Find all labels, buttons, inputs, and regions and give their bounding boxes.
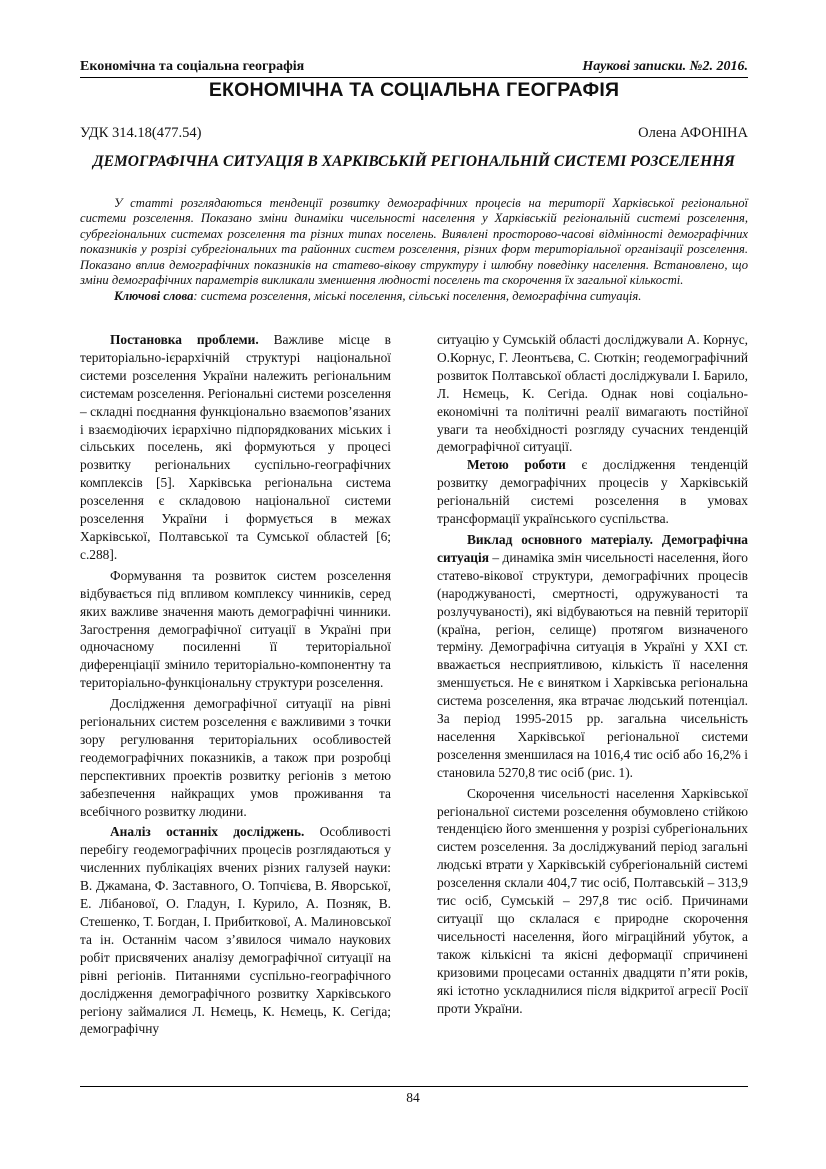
paragraph-decline: Скорочення чисельності населення Харківської регіональної системи розселення обумовлено стійкою тенденцією його зменшення у розрізі субрегіональних систем розселення. За досліджуваний період загальні людські втрати у Харківській субрегіональній системі розселення склали 404,7 тис осіб, Полтавській – 313,9 тис осіб, Сумській – 297,8 тис осіб. Причинами ситуації що склалася є природне скорочення чисельності населення, його міграційний убуток, а також кількісні та якісні деформації спричинені кризовими процесами останніх двадцяти п’яти років, які істотно ускладнилися після відкритої агресії Росії проти України. (437, 785, 748, 1016)
running-header (80, 57, 748, 78)
page-number: 84 (406, 1090, 420, 1105)
udc-code: УДК 314.18(477.54) (80, 125, 202, 141)
article-title: ДЕМОГРАФІЧНА СИТУАЦІЯ В ХАРКІВСЬКІЙ РЕГІОНАЛЬНІЙ СИСТЕМІ РОЗСЕЛЕННЯ (93, 153, 735, 170)
keywords-label: Ключові слова (114, 289, 194, 304)
paragraph-main (437, 531, 748, 782)
paragraph-text: є дослідження тенденцій розвитку демографічних процесів у Харківській регіональній системі розселення в умовах трансформації українського суспільства. (437, 457, 748, 527)
paragraph-text: – динаміка змін чисельності населення, його статево-вікової структури, демографічних процесів (народжуваності, смертності, одружуваності та розлучуваності), які відбуваються на певній території (країна, регіон, селище) протягом визначеного терміну. Демографічна ситуація в Україні у ХХІ ст. вважається несприятливою, кількість її населення зменшується. Не є винятком і Харківська регіональна система розселення, яка втрачає людський потенціал. За період 1995-2015 рр. загальна чисельність населення Харківської регіональної системи розселення зменшилася на 1016,4 тис осіб або 16,2% і становила 5270,8 тис осіб (рис. 1). (437, 549, 748, 780)
heading-aim: Метою роботи (467, 457, 566, 473)
paragraph-text: Особливості перебігу геодемографічних процесів розглядаються у численних публікаціях вчених різних галузей науки: В. Джамана, Ф. Заставного, О. Топчієва, В. Яворської, Е. Лібанової, О. Гладун, І. Курило, А. Позняк, В. Стешенко, Т. Богдан, І. Прибиткової, А. Малиновської та ін. Останнім часом з’явилося чимало наукових робіт присвячених аналізу демографічної ситуації на рівні регіонів. Питаннями суспільно-географічного дослідження демографічного розвитку Харківського регіону займалися Л. Нємець, К. Нємець, К. Сегіда; демографічну (80, 824, 391, 1037)
paragraph-factors: Формування та розвиток систем розселення відбувається під впливом комплексу чинників, серед яких важливе значення мають демографічні чинники. Загострення демографічної ситуації в Україні при одночасному посиленні її територіальної диференціації змінило територіально-компонентну та територіально-функціональну структури розселення. (80, 567, 391, 691)
left-column (80, 331, 391, 1038)
footer-divider (80, 1086, 748, 1087)
paragraph-review-continued: ситуацію у Сумській області досліджували А. Корнус, О.Корнус, Г. Леонтьєва, С. Сюткін; геодемографічний розвиток Полтавської області досліджували І. Барило, Л. Нємець, К. Сегіда. Однак нові соціально-економічні та політичні реалії вимагають постійної уваги та необхідності розгляду сучасних тенденцій демографічної ситуації. (437, 332, 748, 455)
heading-review: Аналіз останніх досліджень. (110, 824, 305, 840)
abstract (80, 196, 748, 305)
keywords (80, 289, 748, 304)
running-header-journal: Наукові записки. №2. 2016. (582, 59, 748, 74)
section-title: ЕКОНОМІЧНА ТА СОЦІАЛЬНА ГЕОГРАФІЯ (208, 79, 620, 101)
keywords-text: : система розселення, міські поселення, сільські поселення, демографічна ситуація. (193, 289, 642, 304)
paragraph-problem (80, 331, 391, 564)
paragraph-research: Дослідження демографічної ситуації на рівні регіональних систем розселення є важливими з точки зору регулювання територіальних особливостей геодемографічних показників, а також при розробці перспективних проектів розвитку регіонів з метою забезпечення найкращих умов проживання та всебічного розвитку людини. (80, 696, 391, 819)
running-header-section: Економічна та соціальна географія (80, 59, 305, 74)
paragraph-review (80, 823, 391, 1038)
abstract-text: У статті розглядаються тенденції розвитку демографічних процесів на території Харківської регіональної системи розселення. Показано зміни динаміки чисельності населення у Харківській регіональній системі розселення, субрегіональних системах розселення та різних типах поселень. Виявлені просторово-часові відмінності демографічних показників у розрізі субрегіональних та районних систем розселення, різних форм територіальної організації розселення. Показано вплив демографічних показників на статево-вікову структуру і шлюбну поведінку населення. Встановлено, що зміни демографічних параметрів викликали зменшення людності поселень та скорочення їх загальної кількості. (80, 196, 748, 288)
heading-problem: Постановка проблеми. (110, 332, 259, 347)
paragraph-text: Важливе місце в територіально-ієрархічній структурі національної системи розселення України належить регіональним системам розселення. Регіональні системи розселення – складні поєднання функціонально взаємопов’язаних і взаємодіючих ієрархічно підпорядкованих міських і сільських поселень, які формуються у процесі розвитку регіональних суспільно-географічних комплексів [5]. Харківська регіональна система розселення є складовою національної системи розселення України і формується в межах Харківської, Полтавської та Сумської областей [6; с.288]. (80, 332, 391, 562)
right-column (437, 331, 748, 1017)
heading-main: Виклад основного матеріалу. Демографічна ситуація (437, 531, 748, 565)
paragraph-aim (437, 456, 748, 528)
author-name: Олена АФОНІНА (638, 125, 748, 141)
